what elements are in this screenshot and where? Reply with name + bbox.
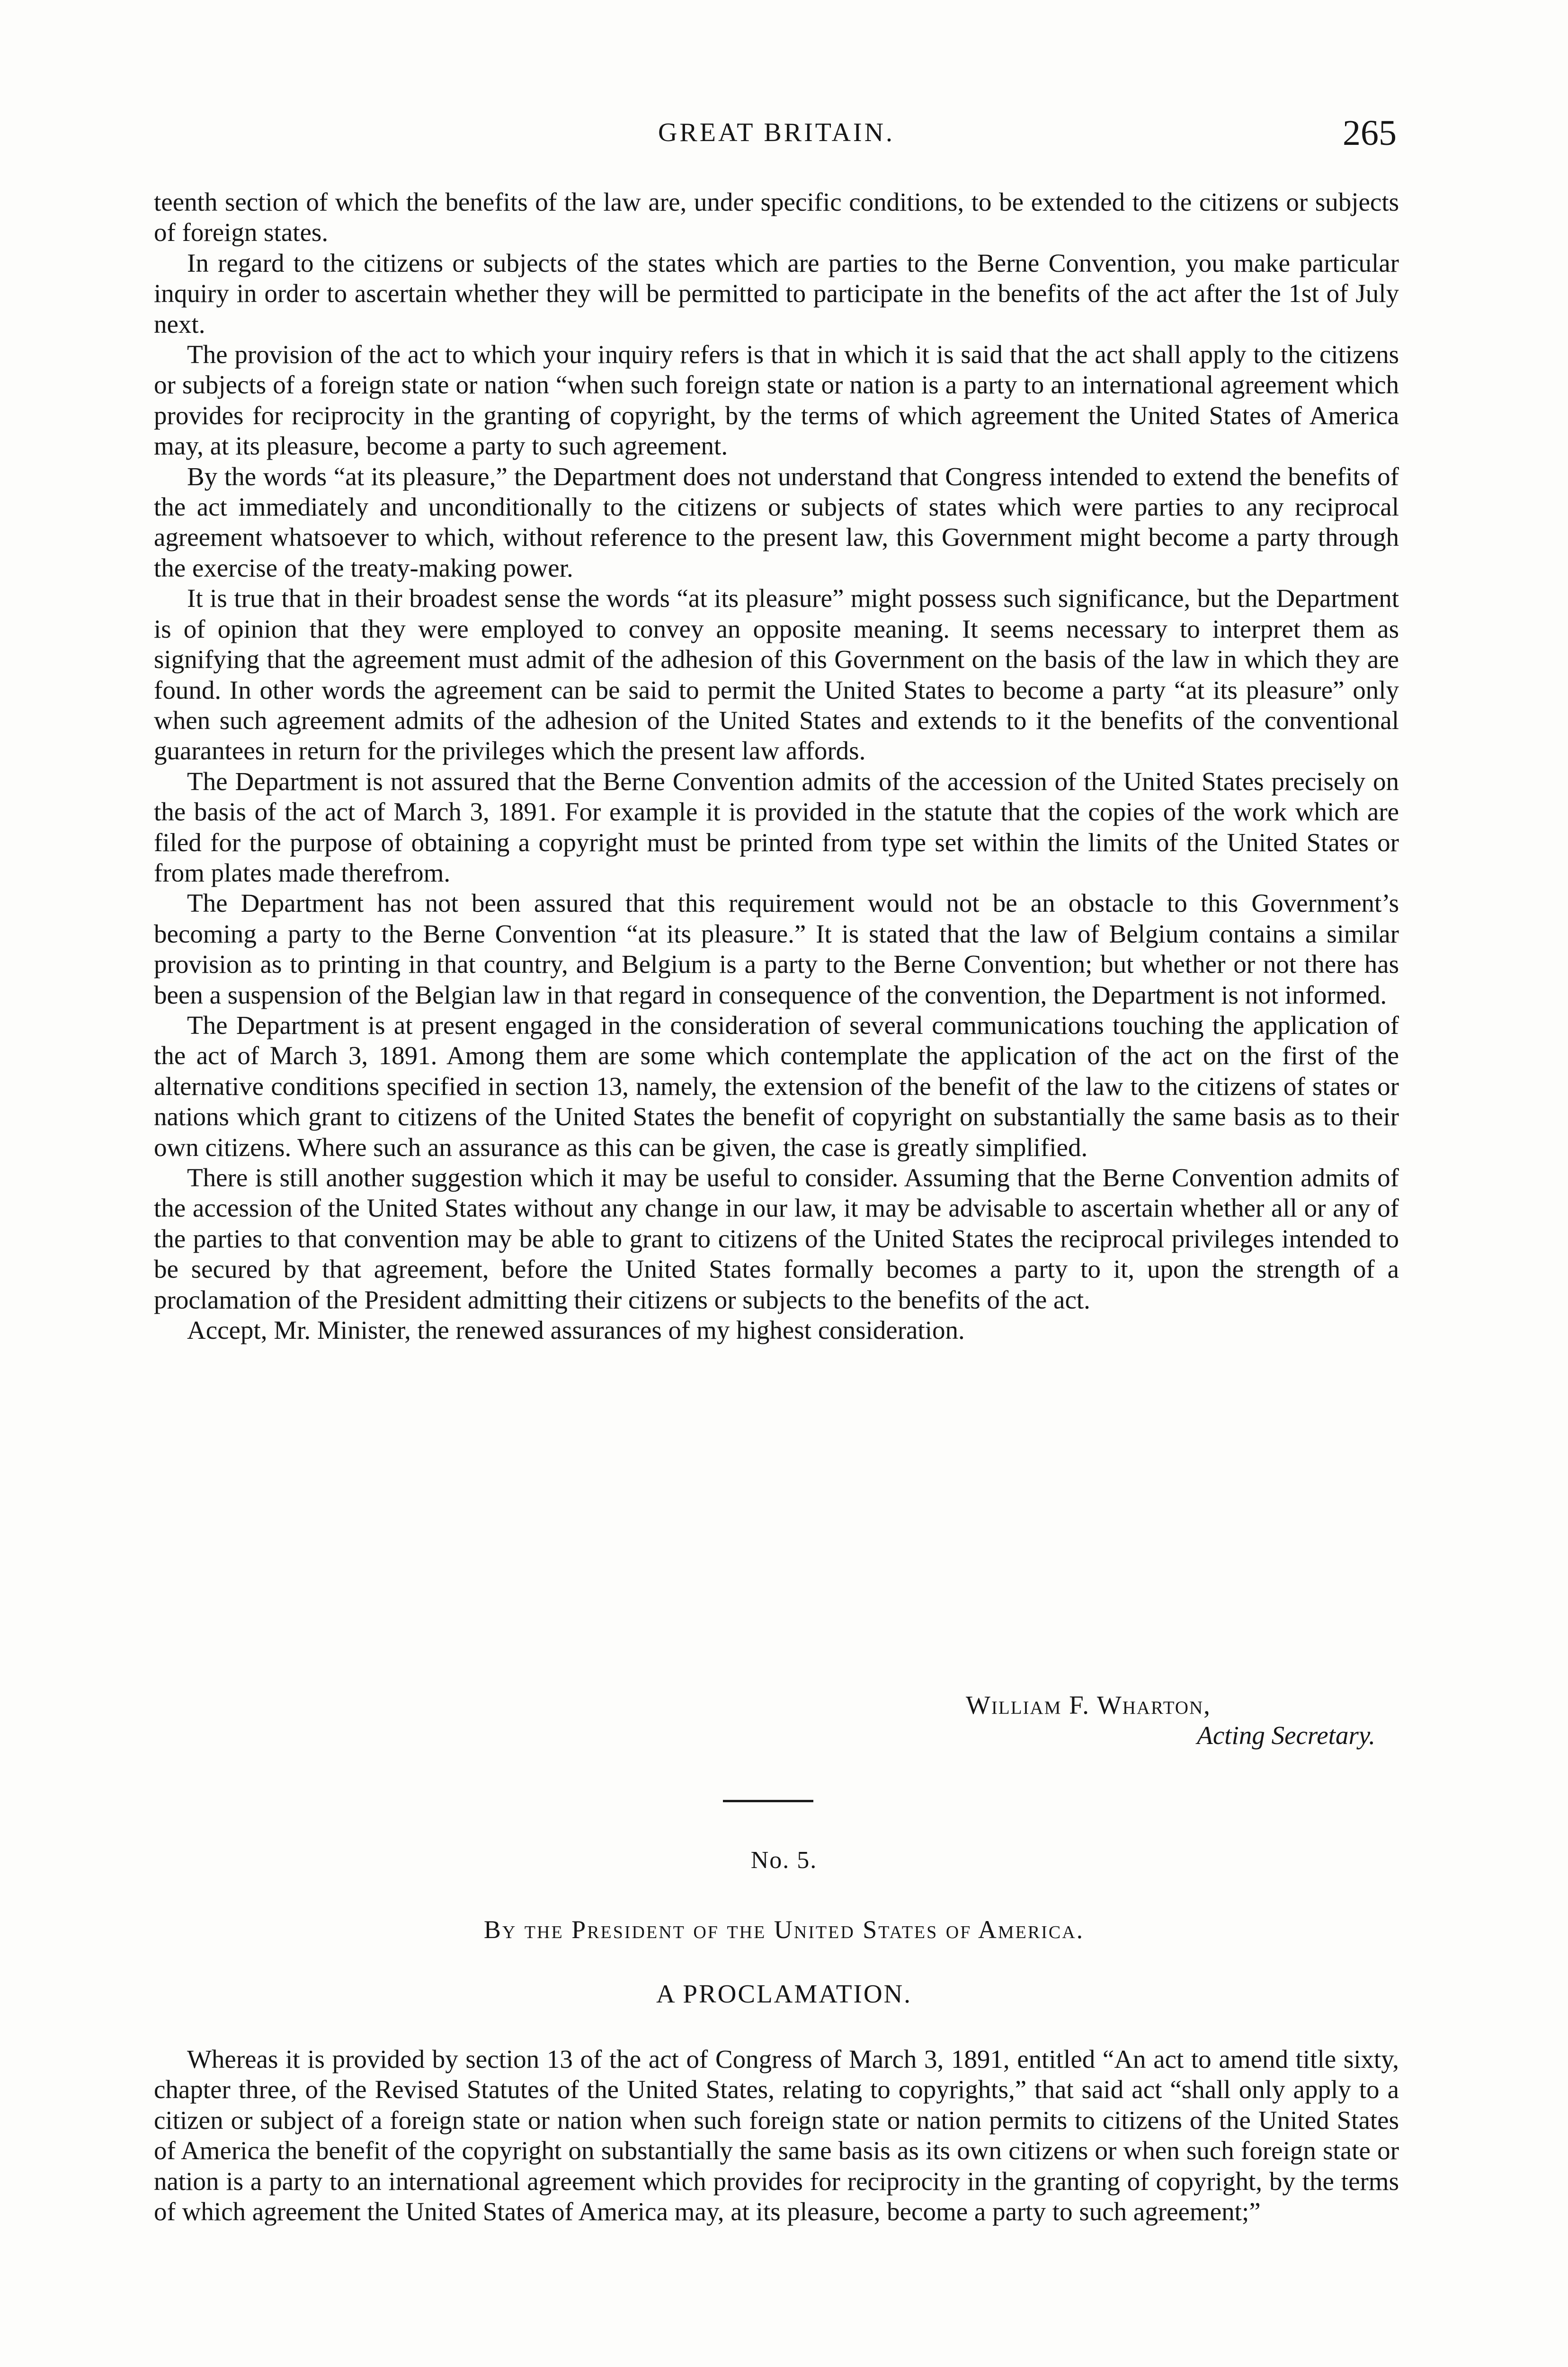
section-divider [723, 1800, 813, 1802]
letter-paragraph: There is still another suggestion which it may be useful to consider. Assuming that the Berne Convention admits of the accession of the United States without any change in our law, it may be advisable to ascertain whether all or any of the parties to that convention may be able to grant to citizens of the United States the reciprocal privileges intended to be secured by that agreement, before the United States formally becomes a party to it, upon the strength of a proclamation of the President admitting their citizens or subjects to the benefits of the act. [154, 1163, 1399, 1314]
letter-paragraph: The Department is at present engaged in the consideration of several communications touching the application of the act of March 3, 1891. Among them are some which contemplate the application of the act on the first of the alternative conditions specified in section 13, namely, the extension of the benefit of the law to the citizens of states or nations which grant to citizens of the United States the benefit of copyright on substantially the same basis as to their own citizens. Where such an assurance as this can be given, the case is greatly simplified. [154, 1010, 1399, 1162]
proclamation-body [154, 2044, 1399, 2227]
letter-body [154, 187, 1399, 1345]
proclamation-paragraph: Whereas it is provided by section 13 of the act of Congress of March 3, 1891, entitled “An act to amend title sixty, chapter three, of the Revised Statutes of the United States, relating to copyrights,” that said act “shall only apply to a citizen or subject of a foreign state or nation when such foreign state or nation permits to citizens of the United States of America the benefit of the copyright on substantially the same basis as its own citizens or when such foreign state or nation is a party to an international agreement which provides for reciprocity in the granting of copyright, by the terms of which agreement the United States of America may, at its pleasure, become a party to such agreement;” [154, 2045, 1399, 2226]
letter-paragraph: By the words “at its pleasure,” the Department does not understand that Congress intended to extend the benefits of the act immediately and unconditionally to the citizens or subjects of states which were parties to any reciprocal agreement whatsoever to which, without reference to the present law, this Government might become a party through the exercise of the treaty-making power. [154, 462, 1399, 582]
letter-paragraph: In regard to the citizens or subjects of the states which are parties to the Berne Convention, you make particular inquiry in order to ascertain whether they will be permitted to participate in the benefits of the act after the 1st of July next. [154, 248, 1399, 338]
page-number: 265 [1343, 113, 1397, 153]
document-number: No. 5. [750, 1847, 818, 1874]
letter-paragraph: The Department has not been assured that this requirement would not be an obstacle to this Government’s becoming a party to the Berne Convention “at its pleasure.” It is stated that the law of Belgium contains a similar provision as to printing in that country, and Belgium is a party to the Berne Convention; but whether or not there has been a suspension of the Belgian law in that regard in consequence of the convention, the Department is not informed. [154, 889, 1399, 1009]
by-line: By the President of the United States of America. [483, 1915, 1085, 1944]
signature-block [154, 1690, 1399, 1751]
letter-paragraph: It is true that in their broadest sense the words “at its pleasure” might possess such significance, but the Department is of opinion that they were employed to convey an opposite meaning. It seems necessary to interpret them as signifying that the agreement must admit of the adhesion of this Government on the basis of the law in which they are found. In other words the agreement can be said to permit the United States to become a party “at its pleasure” only when such agreement admits of the adhesion of the United States and extends to it the benefits of the conventional guarantees in return for the privileges which the present law affords. [154, 584, 1399, 765]
letter-paragraph: teenth section of which the benefits of the law are, under specific conditions, to be extended to the citizens or subjects of foreign states. [154, 187, 1399, 247]
letter-closing: Accept, Mr. Minister, the renewed assurances of my highest consideration. [187, 1316, 965, 1345]
running-head [156, 113, 1397, 160]
letter-paragraph: The provision of the act to which your inquiry refers is that in which it is said that the act shall apply to the citizens or subjects of a foreign state or nation “when such foreign state or nation is a party to an international agreement which provides for reciprocity in the granting of copyright, by the terms of which agreement the United States of America may, at its pleasure, become a party to such agreement. [154, 340, 1399, 461]
proclamation-title: A PROCLAMATION. [656, 1979, 912, 2008]
signature-title: Acting Secretary. [1197, 1721, 1375, 1750]
running-title: GREAT BRITAIN. [658, 118, 895, 147]
signature-name: William F. Wharton, [966, 1691, 1211, 1719]
letter-paragraph: The Department is not assured that the Berne Convention admits of the accession of the United States precisely on the basis of the act of March 3, 1891. For example it is provided in the statute that the copies of the work which are filed for the purpose of obtaining a copyright must be printed from type set within the limits of the United States or from plates made therefrom. [154, 766, 1399, 887]
